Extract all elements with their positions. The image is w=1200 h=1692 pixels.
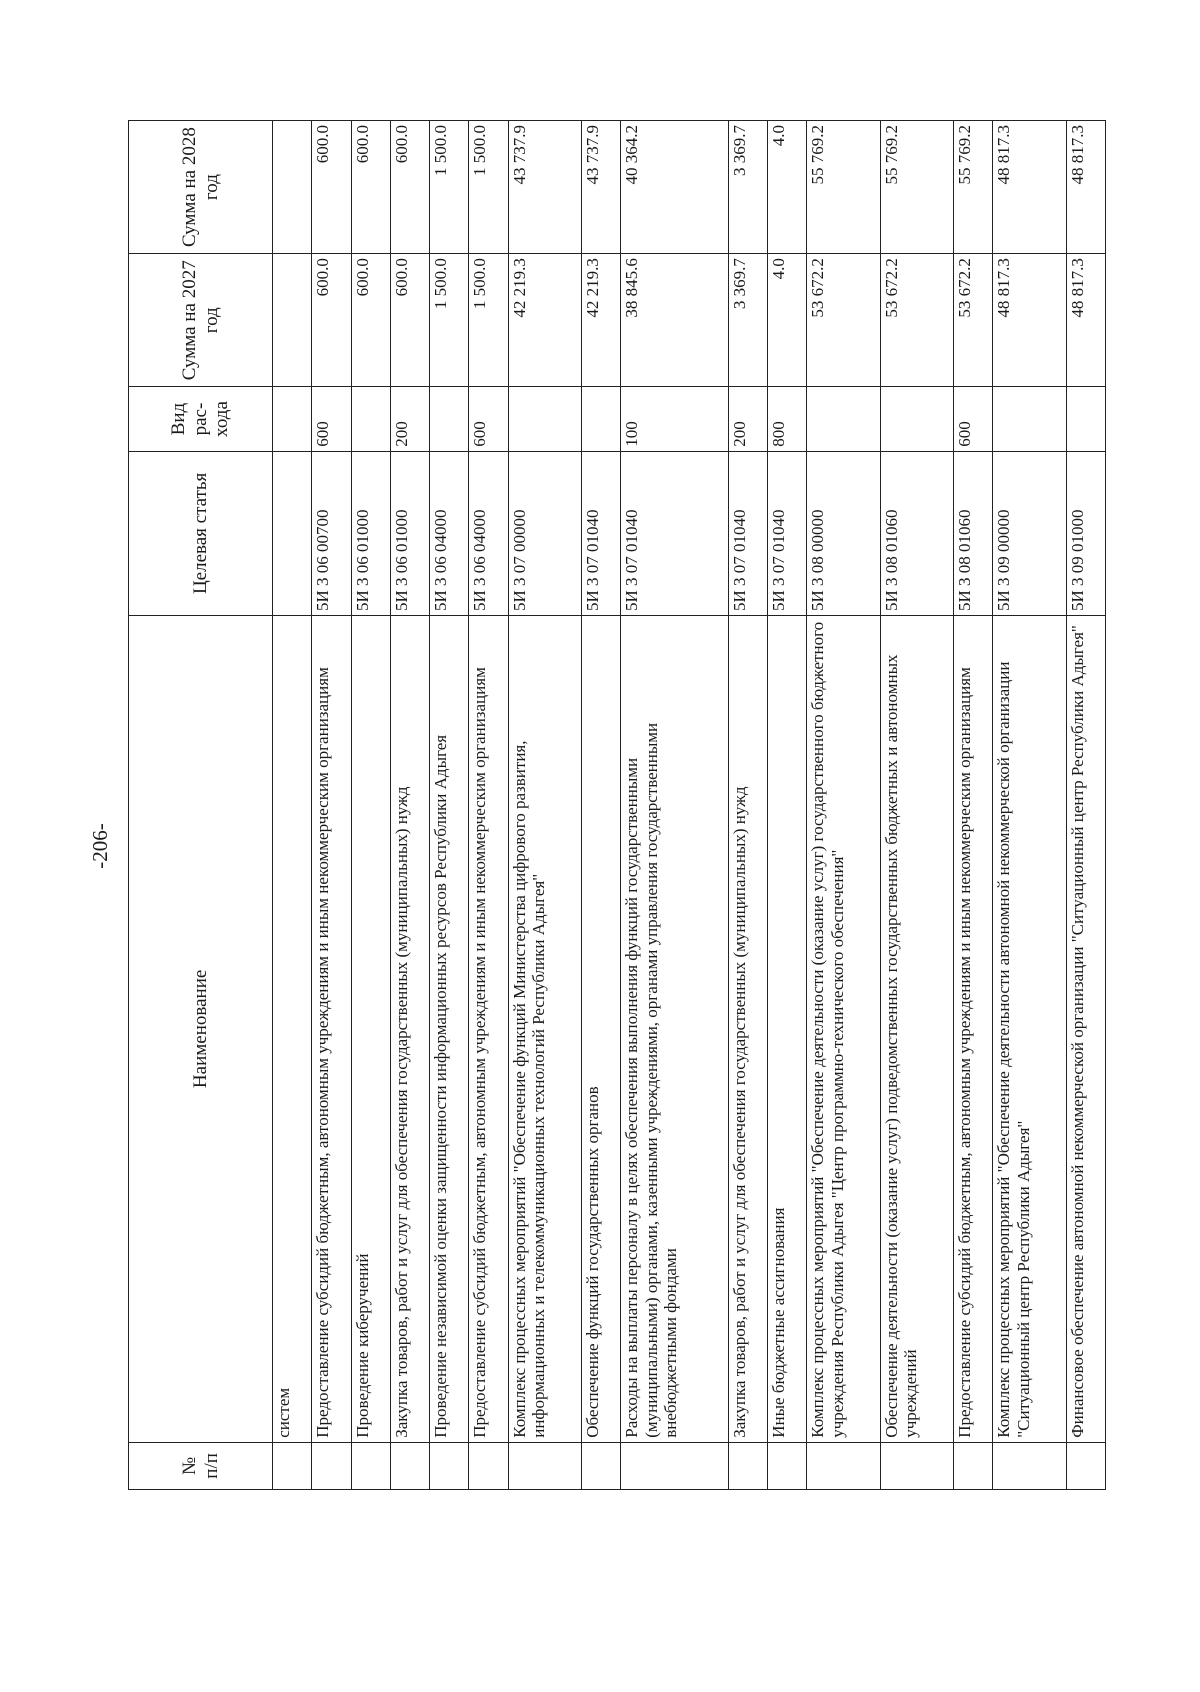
table-row	[273, 121, 312, 1490]
cell-sum-2028: 55 769.2	[953, 121, 992, 254]
cell-name: систем	[273, 616, 312, 1443]
cell-no	[993, 1442, 1066, 1489]
cell-target-code: 5И 3 09 00000	[993, 451, 1066, 615]
cell-no	[728, 1442, 767, 1489]
cell-expense-kind	[880, 387, 953, 451]
cell-expense-kind	[582, 387, 621, 451]
cell-sum-2027: 1 500.0	[469, 254, 508, 387]
cell-sum-2027: 1 500.0	[430, 254, 469, 387]
cell-name: Обеспечение функций государственных органов	[582, 616, 621, 1443]
cell-no	[582, 1442, 621, 1489]
table-row	[807, 121, 880, 1490]
cell-no	[351, 1442, 390, 1489]
cell-no	[469, 1442, 508, 1489]
cell-target-code: 5И 3 08 01060	[953, 451, 992, 615]
cell-name: Комплекс процессных мероприятий "Обеспечение функций Министерства цифрового развития, информационных и телекоммуникационных технологий Республики Адыгея"	[508, 616, 581, 1443]
cell-sum-2028: 55 769.2	[807, 121, 880, 254]
table-row	[390, 121, 429, 1490]
cell-target-code: 5И 3 06 00700	[312, 451, 351, 615]
cell-sum-2028: 43 737.9	[508, 121, 581, 254]
cell-no	[621, 1442, 728, 1489]
header-kind: Вид рас-хода	[129, 387, 273, 451]
cell-no	[953, 1442, 992, 1489]
cell-name: Закупка товаров, работ и услуг для обеспечения государственных (муниципальных) нужд	[390, 616, 429, 1443]
cell-name: Финансовое обеспечение автономной некоммерческой организации "Ситуационный центр Республики Адыгея"	[1066, 616, 1105, 1443]
cell-sum-2027: 600.0	[390, 254, 429, 387]
cell-sum-2028: 4.0	[768, 121, 807, 254]
cell-target-code: 5И 3 07 00000	[508, 451, 581, 615]
budget-table	[128, 120, 1106, 1490]
cell-expense-kind: 600	[953, 387, 992, 451]
cell-sum-2028: 3 369.7	[728, 121, 767, 254]
cell-name: Предоставление субсидий бюджетным, автономным учреждениям и иным некоммерческим организациям	[469, 616, 508, 1443]
cell-expense-kind	[508, 387, 581, 451]
cell-expense-kind: 200	[390, 387, 429, 451]
table-row	[469, 121, 508, 1490]
table-row	[582, 121, 621, 1490]
table-row	[312, 121, 351, 1490]
cell-sum-2027: 42 219.3	[582, 254, 621, 387]
cell-sum-2027: 600.0	[351, 254, 390, 387]
cell-sum-2027: 4.0	[768, 254, 807, 387]
cell-target-code: 5И 3 07 01040	[768, 451, 807, 615]
cell-expense-kind: 600	[312, 387, 351, 451]
table-row	[993, 121, 1066, 1490]
header-sum-2028: Сумма на 2028 год	[129, 121, 273, 254]
cell-target-code: 5И 3 06 01000	[351, 451, 390, 615]
cell-name: Комплекс процессных мероприятий "Обеспечение деятельности автономной некоммерческой организации "Ситуационный центр Республики Адыгея"	[993, 616, 1066, 1443]
cell-target-code: 5И 3 07 01040	[728, 451, 767, 615]
cell-no	[430, 1442, 469, 1489]
cell-target-code: 5И 3 06 04000	[469, 451, 508, 615]
table-row	[621, 121, 728, 1490]
header-no: № п/п	[129, 1442, 273, 1489]
cell-target-code: 5И 3 06 01000	[390, 451, 429, 615]
cell-target-code	[273, 451, 312, 615]
cell-sum-2027: 48 817.3	[1066, 254, 1105, 387]
cell-no	[880, 1442, 953, 1489]
table-row	[1066, 121, 1105, 1490]
cell-expense-kind	[807, 387, 880, 451]
cell-target-code: 5И 3 08 00000	[807, 451, 880, 615]
cell-target-code: 5И 3 07 01040	[582, 451, 621, 615]
cell-expense-kind: 800	[768, 387, 807, 451]
cell-name: Проведение независимой оценки защищенности информационных ресурсов Республики Адыгея	[430, 616, 469, 1443]
cell-sum-2027: 53 672.2	[953, 254, 992, 387]
cell-sum-2027: 38 845.6	[621, 254, 728, 387]
cell-no	[508, 1442, 581, 1489]
cell-sum-2028: 1 500.0	[469, 121, 508, 254]
table-row	[508, 121, 581, 1490]
cell-sum-2028: 600.0	[312, 121, 351, 254]
table-header-row	[129, 121, 273, 1490]
cell-sum-2028: 600.0	[351, 121, 390, 254]
cell-name: Расходы на выплаты персоналу в целях обеспечения выполнения функций государственными (муниципальными) органами, казенными учреждениями, органами управления государственными внебюджетными фондами	[621, 616, 728, 1443]
cell-no	[807, 1442, 880, 1489]
cell-no	[390, 1442, 429, 1489]
cell-sum-2028	[273, 121, 312, 254]
table-row	[953, 121, 992, 1490]
cell-name: Проведение киберучений	[351, 616, 390, 1443]
cell-name: Предоставление субсидий бюджетным, автономным учреждениям и иным некоммерческим организациям	[312, 616, 351, 1443]
header-code: Целевая статья	[129, 451, 273, 615]
page-number: -206-	[88, 823, 112, 869]
cell-name: Комплекс процессных мероприятий "Обеспечение деятельности (оказание услуг) государственного бюджетного учреждения Республики Адыгея "Центр программно-технического обеспечения"	[807, 616, 880, 1443]
table-body	[273, 121, 1106, 1490]
cell-sum-2028: 55 769.2	[880, 121, 953, 254]
table-row	[430, 121, 469, 1490]
cell-target-code: 5И 3 07 01040	[621, 451, 728, 615]
cell-sum-2027: 53 672.2	[807, 254, 880, 387]
cell-sum-2027: 3 369.7	[728, 254, 767, 387]
cell-name: Иные бюджетные ассигнования	[768, 616, 807, 1443]
cell-no	[1066, 1442, 1105, 1489]
cell-name: Предоставление субсидий бюджетным, автономным учреждениям и иным некоммерческим организациям	[953, 616, 992, 1443]
cell-expense-kind	[273, 387, 312, 451]
cell-expense-kind: 100	[621, 387, 728, 451]
cell-target-code: 5И 3 06 04000	[430, 451, 469, 615]
cell-sum-2028: 600.0	[390, 121, 429, 254]
cell-sum-2028: 48 817.3	[993, 121, 1066, 254]
cell-sum-2027	[273, 254, 312, 387]
cell-sum-2028: 1 500.0	[430, 121, 469, 254]
table-row	[880, 121, 953, 1490]
header-name: Наименование	[129, 616, 273, 1443]
cell-sum-2028: 43 737.9	[582, 121, 621, 254]
cell-name: Закупка товаров, работ и услуг для обеспечения государственных (муниципальных) нужд	[728, 616, 767, 1443]
cell-sum-2028: 48 817.3	[1066, 121, 1105, 254]
cell-name: Обеспечение деятельности (оказание услуг) подведомственных государственных бюджетных и автономных учреждений	[880, 616, 953, 1443]
cell-sum-2027: 48 817.3	[993, 254, 1066, 387]
cell-no	[273, 1442, 312, 1489]
cell-sum-2027: 600.0	[312, 254, 351, 387]
cell-no	[312, 1442, 351, 1489]
cell-expense-kind	[351, 387, 390, 451]
table-row	[351, 121, 390, 1490]
cell-expense-kind	[993, 387, 1066, 451]
cell-sum-2028: 40 364.2	[621, 121, 728, 254]
cell-sum-2027: 42 219.3	[508, 254, 581, 387]
cell-no	[768, 1442, 807, 1489]
cell-target-code: 5И 3 08 01060	[880, 451, 953, 615]
table-row	[768, 121, 807, 1490]
cell-sum-2027: 53 672.2	[880, 254, 953, 387]
header-sum-2027: Сумма на 2027 год	[129, 254, 273, 387]
cell-expense-kind	[430, 387, 469, 451]
cell-expense-kind: 200	[728, 387, 767, 451]
table-row	[728, 121, 767, 1490]
cell-expense-kind	[1066, 387, 1105, 451]
cell-target-code: 5И 3 09 01000	[1066, 451, 1105, 615]
cell-expense-kind: 600	[469, 387, 508, 451]
